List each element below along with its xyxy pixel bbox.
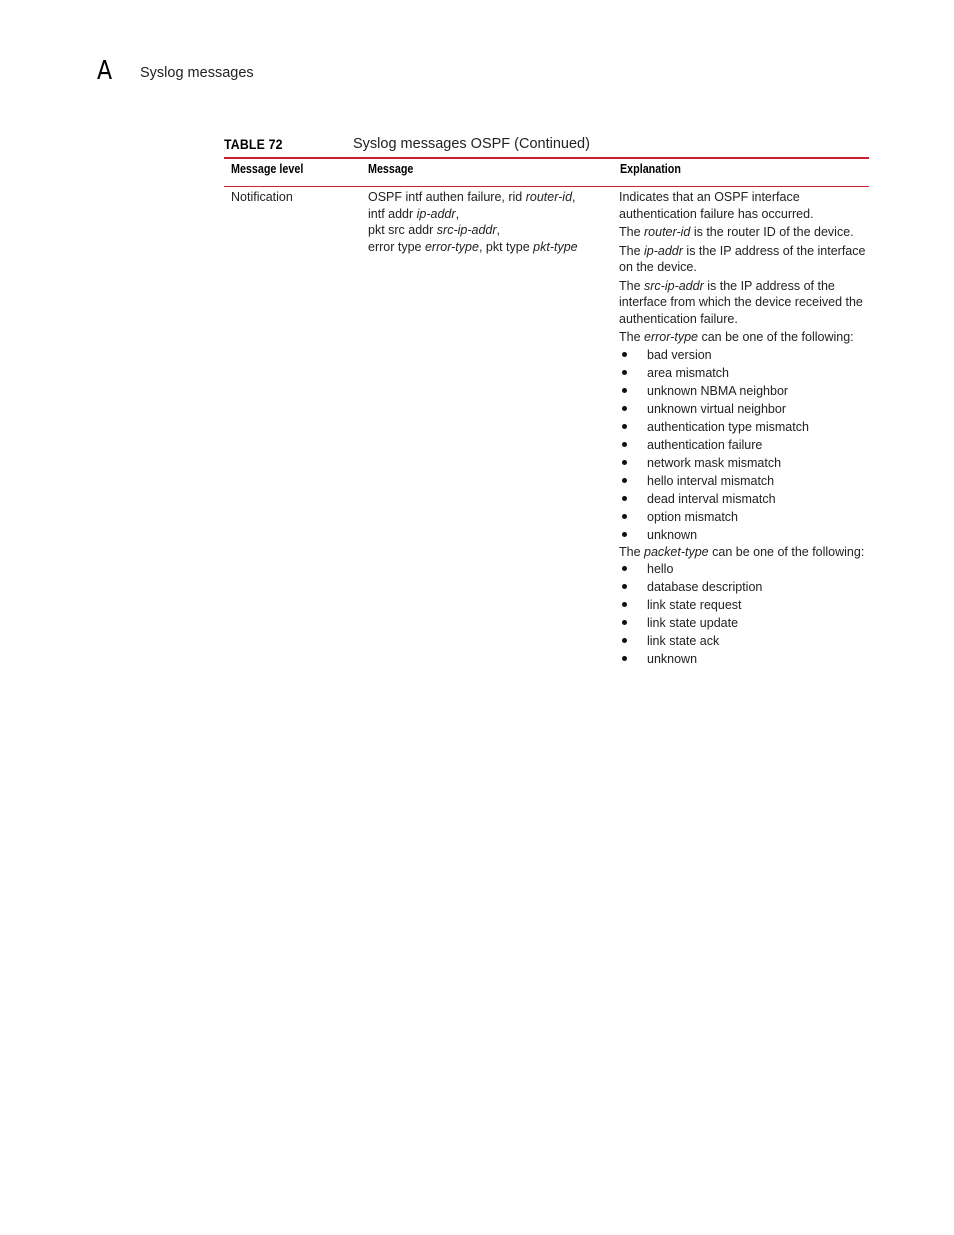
bullet-icon	[622, 352, 627, 357]
bullet-icon	[622, 602, 627, 607]
column-header-explanation: Explanation	[620, 162, 681, 176]
message-line: pkt src addr src-ip-addr,	[368, 223, 501, 237]
message-line: intf addr ip-addr,	[368, 206, 460, 221]
bullet-icon	[622, 566, 627, 571]
list-item: dead interval mismatch	[619, 490, 869, 508]
bullet-icon	[622, 638, 627, 643]
appendix-letter: A	[97, 56, 113, 86]
message-cell	[368, 189, 608, 255]
list-item: link state request	[619, 596, 869, 614]
bullet-icon	[622, 620, 627, 625]
section-title: Syslog messages	[140, 65, 254, 81]
table-top-rule	[224, 157, 869, 159]
bullet-icon	[622, 584, 627, 589]
list-item: option mismatch	[619, 508, 869, 526]
column-header-message: Message	[368, 162, 414, 176]
explanation-paragraph: The packet-type can be one of the following:	[619, 544, 865, 559]
table-label: TABLE 72	[224, 136, 283, 152]
explanation-paragraph: The src-ip-addr is the IP address of the interface from which the device received the authentication failure.	[619, 278, 863, 326]
bullet-icon	[622, 442, 627, 447]
table-title: Syslog messages OSPF (Continued)	[353, 136, 590, 152]
bullet-icon	[622, 406, 627, 411]
bullet-icon	[622, 656, 627, 661]
bullet-icon	[622, 514, 627, 519]
message-level-cell: Notification	[231, 190, 293, 204]
list-item: database description	[619, 578, 869, 596]
bullet-icon	[622, 460, 627, 465]
explanation-paragraph: The ip-addr is the IP address of the interface on the device.	[619, 243, 866, 274]
list-item: unknown	[619, 526, 869, 544]
list-item: bad version	[619, 346, 869, 364]
list-item: area mismatch	[619, 364, 869, 382]
explanation-paragraph: The router-id is the router ID of the device.	[619, 225, 854, 239]
list-item: unknown	[619, 650, 869, 668]
list-item: link state update	[619, 614, 869, 632]
bullet-icon	[622, 496, 627, 501]
list-item: hello interval mismatch	[619, 472, 869, 490]
list-item: hello	[619, 560, 869, 578]
table-header-rule	[224, 186, 869, 187]
list-item: link state ack	[619, 632, 869, 650]
list-item: network mask mismatch	[619, 454, 869, 472]
explanation-cell	[619, 189, 869, 668]
bullet-icon	[622, 478, 627, 483]
list-item: unknown virtual neighbor	[619, 400, 869, 418]
bullet-icon	[622, 424, 627, 429]
bullet-icon	[622, 388, 627, 393]
explanation-paragraph: Indicates that an OSPF interface authentication failure has occurred.	[619, 190, 814, 221]
column-header-message-level: Message level	[231, 162, 304, 176]
packet-type-list	[619, 560, 869, 668]
explanation-paragraph: The error-type can be one of the following:	[619, 330, 854, 344]
list-item: authentication type mismatch	[619, 418, 869, 436]
message-line: error type error-type, pkt type pkt-type	[368, 239, 578, 254]
list-item: authentication failure	[619, 436, 869, 454]
bullet-icon	[622, 532, 627, 537]
error-type-list	[619, 346, 869, 544]
bullet-icon	[622, 370, 627, 375]
message-line: OSPF intf authen failure, rid router-id,	[368, 190, 576, 204]
list-item: unknown NBMA neighbor	[619, 382, 869, 400]
